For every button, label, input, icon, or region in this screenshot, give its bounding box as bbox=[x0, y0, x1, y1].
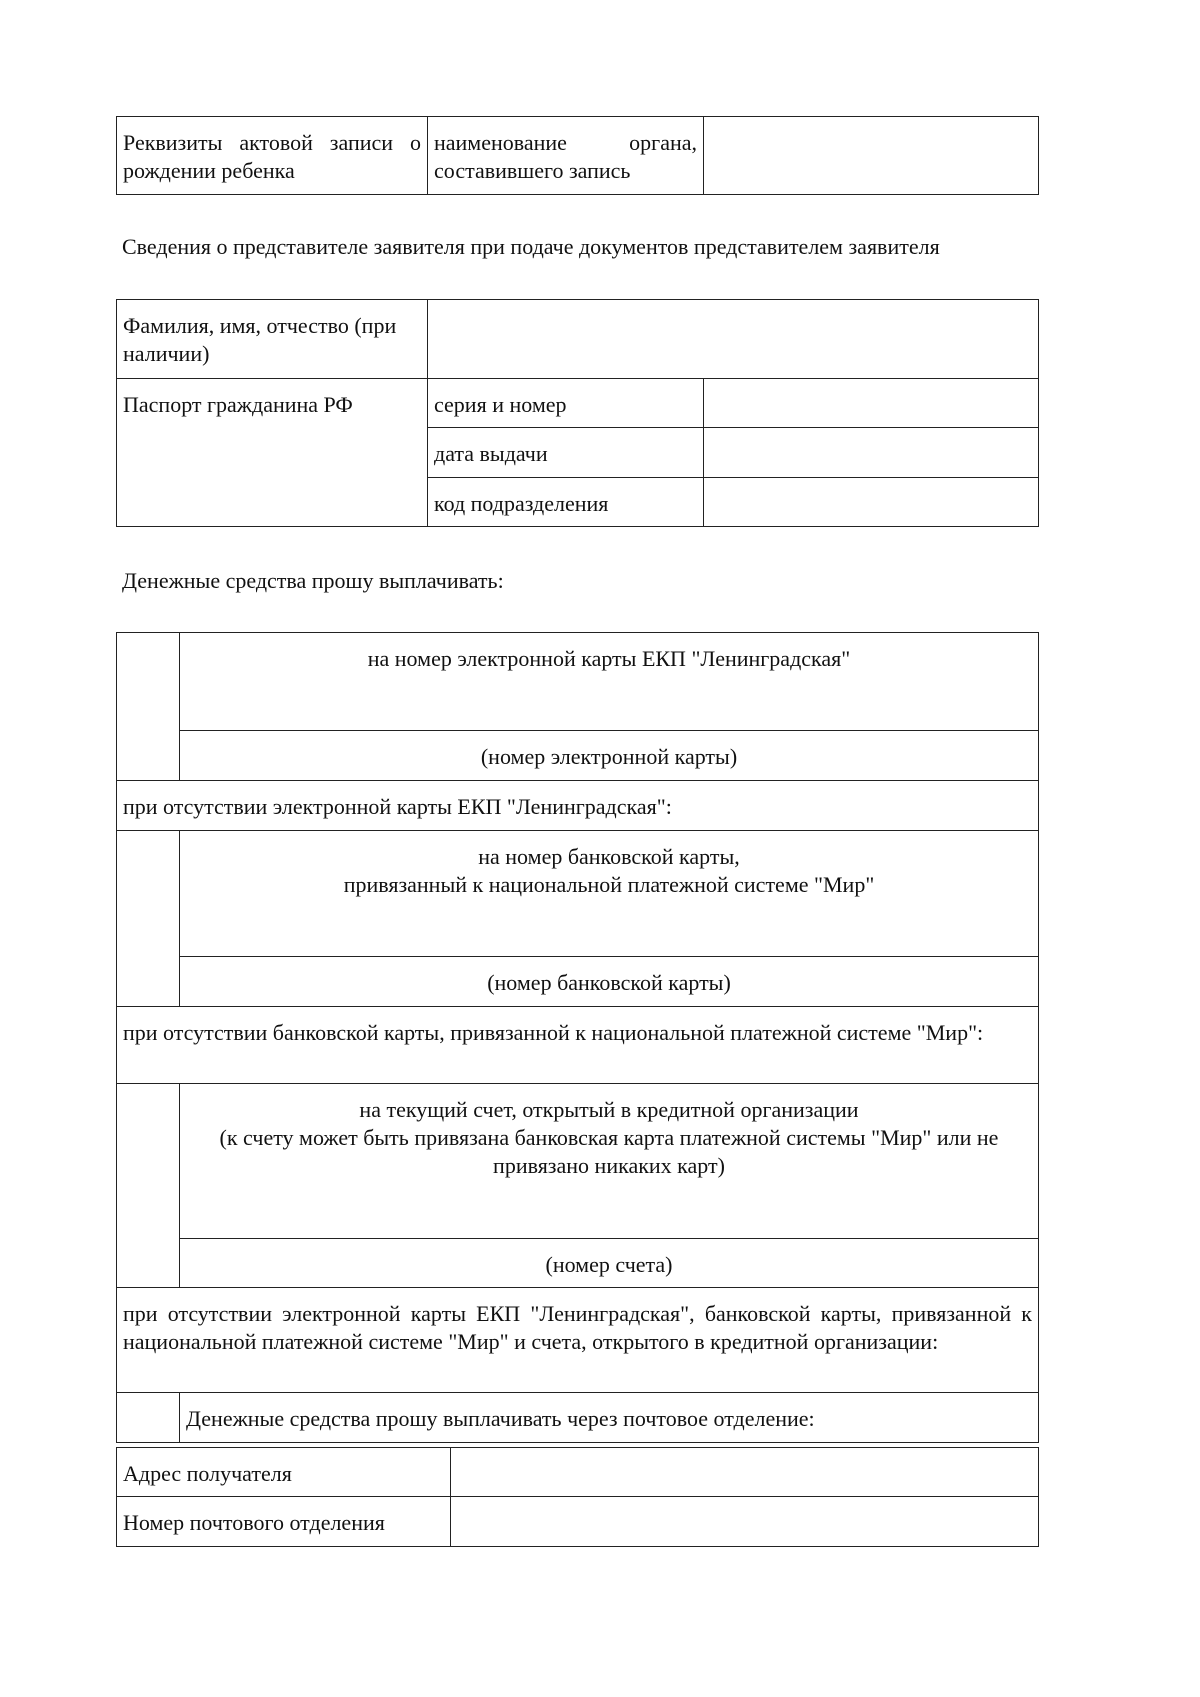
bank-card-number-field[interactable]: (номер банковской карты) bbox=[180, 957, 1039, 1007]
bank-card-option-title: на номер банковской карты, привязанный к национальной платежной системе "Мир" bbox=[180, 831, 1039, 957]
account-option-title: на текущий счет, открытый в кредитной организации (к счету может быть привязана банковская карта платежной системы "Мир" или не привязано никаких карт) bbox=[180, 1084, 1039, 1239]
no-bank-card-text: при отсутствии банковской карты, привязанной к национальной платежной системе "Мир": bbox=[117, 1007, 1039, 1084]
recipient-address-field[interactable] bbox=[451, 1448, 1039, 1497]
birth-record-field-label: наименование органа, составившего запись bbox=[428, 117, 704, 195]
payment-table bbox=[116, 632, 1039, 1443]
ekp-option-title: на номер электронной карты ЕКП "Ленинградская" bbox=[180, 633, 1039, 731]
ekp-checkbox[interactable] bbox=[117, 633, 180, 781]
ekp-number-field[interactable]: (номер электронной карты) bbox=[180, 731, 1039, 781]
account-checkbox[interactable] bbox=[117, 1084, 180, 1288]
post-office-number-label: Номер почтового отделения bbox=[117, 1497, 451, 1547]
fio-value-field[interactable] bbox=[428, 300, 1039, 379]
passport-issue-date-label: дата выдачи bbox=[428, 428, 704, 478]
post-address-table bbox=[116, 1447, 1039, 1547]
birth-record-value-field[interactable] bbox=[704, 117, 1039, 195]
passport-division-code-field[interactable] bbox=[704, 478, 1039, 527]
account-number-field[interactable]: (номер счета) bbox=[180, 1239, 1039, 1288]
passport-series-field[interactable] bbox=[704, 379, 1039, 428]
fio-label: Фамилия, имя, отчество (при наличии) bbox=[117, 300, 428, 379]
passport-label: Паспорт гражданина РФ bbox=[117, 379, 428, 527]
recipient-address-label: Адрес получателя bbox=[117, 1448, 451, 1497]
representative-heading: Сведения о представителе заявителя при подаче документов представителем заявителя bbox=[122, 234, 940, 259]
birth-record-table bbox=[116, 116, 1039, 195]
representative-table bbox=[116, 299, 1039, 527]
birth-record-label: Реквизиты актовой записи о рождении ребенка bbox=[117, 117, 428, 195]
payment-heading: Денежные средства прошу выплачивать: bbox=[122, 568, 504, 593]
post-office-number-field[interactable] bbox=[451, 1497, 1039, 1547]
bank-card-checkbox[interactable] bbox=[117, 831, 180, 1007]
post-option-text: Денежные средства прошу выплачивать через почтовое отделение: bbox=[180, 1393, 1039, 1443]
post-checkbox[interactable] bbox=[117, 1393, 180, 1443]
passport-series-label: серия и номер bbox=[428, 379, 704, 428]
passport-issue-date-field[interactable] bbox=[704, 428, 1039, 478]
no-ekp-text: при отсутствии электронной карты ЕКП "Ленинградская": bbox=[117, 781, 1039, 831]
no-all-text: при отсутствии электронной карты ЕКП "Ленинградская", банковской карты, привязанной к национальной платежной системе "Мир" и счета, открытого в кредитной организации: bbox=[117, 1288, 1039, 1393]
passport-division-code-label: код подразделения bbox=[428, 478, 704, 527]
